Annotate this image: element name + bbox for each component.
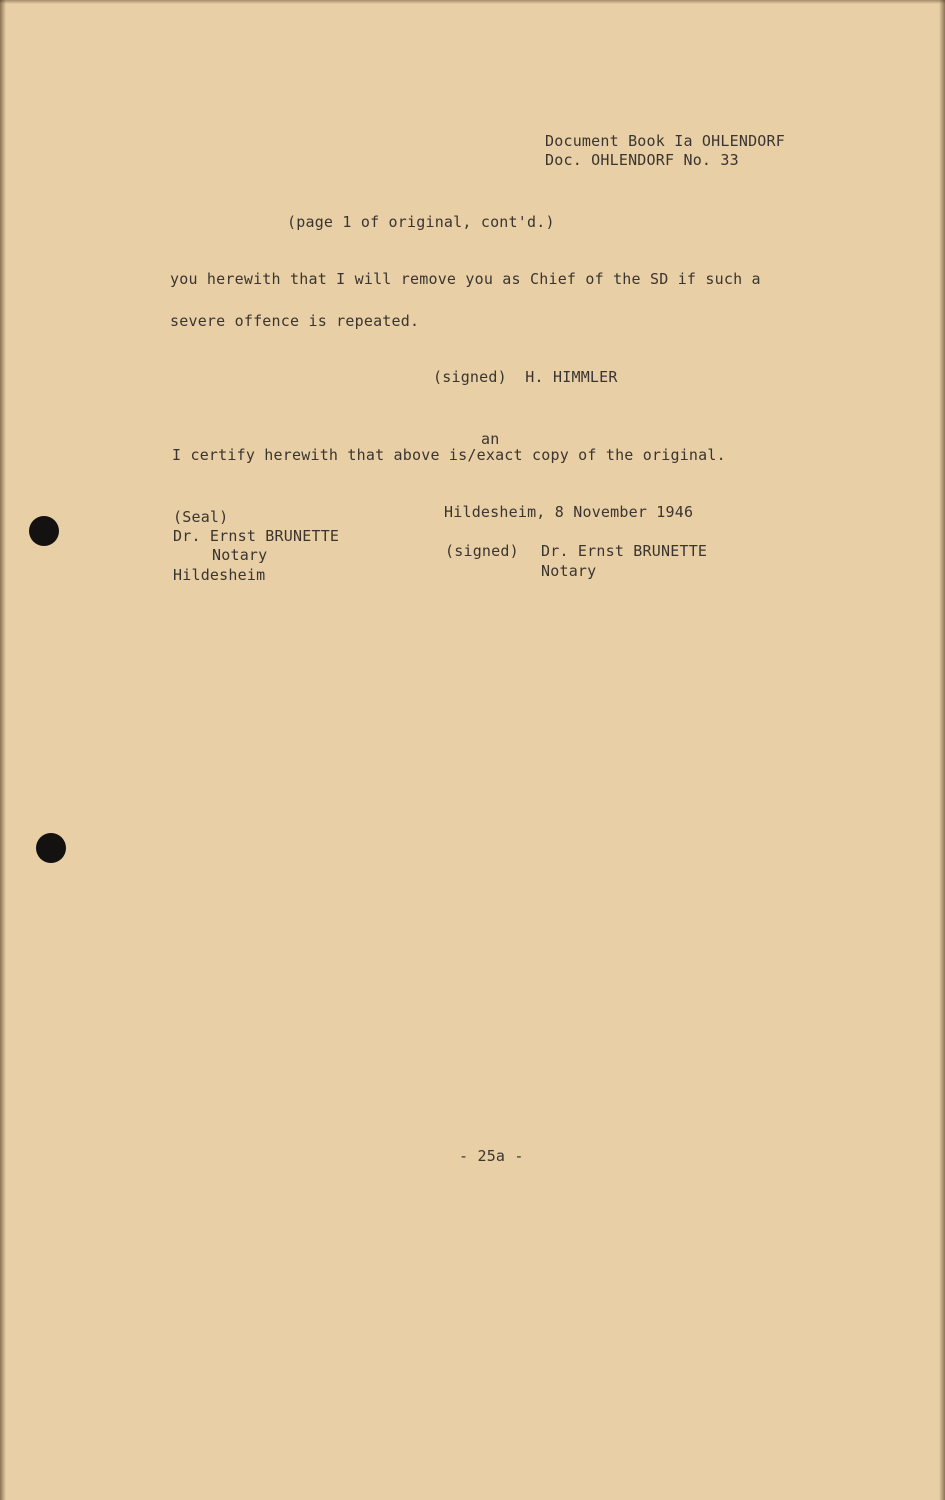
notary-signature-name: Dr. Ernst BRUNETTE <box>541 542 708 560</box>
punch-hole-lower <box>36 833 66 863</box>
himmler-signature-line: (signed) H. HIMMLER <box>433 368 618 386</box>
place-and-date: Hildesheim, 8 November 1946 <box>444 503 694 521</box>
document-number: Doc. OHLENDORF No. 33 <box>545 151 739 169</box>
seal-place: Hildesheim <box>173 566 266 584</box>
notary-signed-label: (signed) <box>445 542 519 560</box>
page-edge-left <box>0 0 6 1500</box>
document-book-reference: Document Book Ia OHLENDORF <box>545 132 785 150</box>
certification-text: I certify herewith that above is/exact copy of the original. <box>172 446 726 464</box>
seal-notary-name: Dr. Ernst BRUNETTE <box>173 527 340 545</box>
page-edge-right <box>939 0 945 1500</box>
page-number: - 25a - <box>459 1147 524 1165</box>
paragraph-line-2: severe offence is repeated. <box>170 312 420 330</box>
punch-hole-upper <box>29 516 59 546</box>
page-note: (page 1 of original, cont'd.) <box>287 213 555 231</box>
paragraph-line-1: you herewith that I will remove you as Chief of the SD if such a <box>170 270 761 288</box>
seal-notary-title: Notary <box>212 546 268 564</box>
certification-insert: an <box>481 430 500 448</box>
seal-label: (Seal) <box>173 508 229 526</box>
page-edge-top <box>0 0 945 4</box>
notary-signature-title: Notary <box>541 562 597 580</box>
